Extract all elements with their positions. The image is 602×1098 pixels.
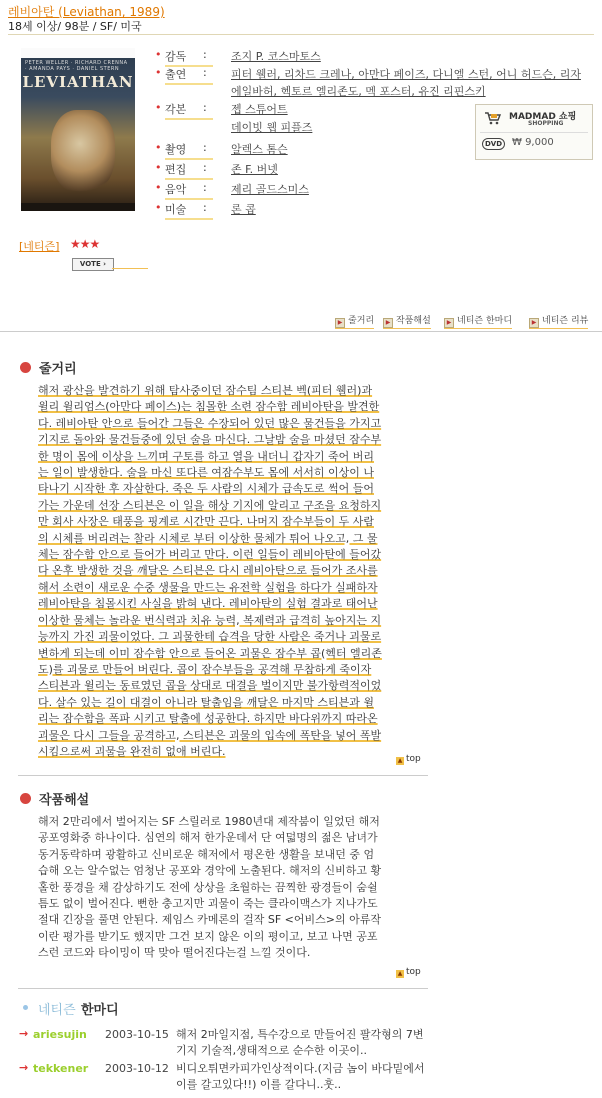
text-line-row: [38, 744, 430, 760]
commentary-title: 작품해설: [39, 793, 90, 808]
text-line-row: [38, 613, 430, 629]
shopping-cart-icon: [484, 111, 502, 125]
text-line-row: [38, 662, 430, 678]
vote-button[interactable]: VOTE ›: [72, 258, 114, 271]
comment-user[interactable]: ariesujin: [33, 1028, 87, 1041]
tab-netizen-comments[interactable]: [444, 313, 512, 329]
text-line: 한 명이 몸에 이상을 느끼며 구토를 하고 열을 내더니 갑자기 죽어 버리: [38, 449, 374, 463]
text-line: 는 일이 발생한다. 술을 마신 또다른 여잠수부도 몸에 서서히 이상이 나: [38, 466, 374, 480]
text-line: 다. 레비아탄 안으로 들어간 그들은 수장되어 있던 많은 물건들을 가지고: [38, 416, 382, 430]
poster-top-strip: [21, 48, 135, 58]
text-line-row: [38, 514, 430, 530]
text-line: 홀한 풍경을 채 감상하기도 전에 상상을 초월하는 끔찍한 광경들이 숨쉴: [38, 880, 378, 894]
text-line: 시킴으로써 괴물을 완전히 없애 버린다.: [38, 744, 226, 758]
shop-name: MADMAD 쇼핑: [509, 112, 577, 122]
dvd-icon: DVD: [482, 138, 505, 150]
text-line-row: [38, 465, 430, 481]
netizen-title-comment: 한마디: [81, 1003, 119, 1018]
vote-label: VOTE: [79, 260, 101, 268]
credit-value-link[interactable]: 론 콥: [231, 203, 256, 216]
up-arrow-icon: ▲: [397, 970, 403, 977]
credit-label: 감독: [165, 48, 213, 67]
text-line: 의 시체를 버리려는 찰라 시체로 부터 이상한 물체가 튀어 나오고, 그 물: [38, 531, 378, 545]
poster-face-image: [51, 110, 115, 194]
text-line-row: [38, 580, 430, 596]
text-line: 이상한 물체는 놀라운 번식력과 치유 능력, 복제력과 급격히 높아지는 지: [38, 613, 382, 627]
text-line: 스티븐과 윌리는 동료였던 콥을 상대로 대결을 벌이지만 불가항력적이었: [38, 679, 382, 693]
arrow-icon: ▶: [335, 318, 345, 328]
tab-label: 네티즌 한마디: [457, 316, 513, 326]
text-line: 다 온후 발생한 것을 깨달은 스티븐은 다시 레비아탄으로 들어가 조사를: [38, 564, 378, 578]
section-divider: [0, 331, 602, 332]
netizen-title: 네티즌: [38, 1003, 76, 1018]
credit-value-link[interactable]: 데이빗 웹 피플즈: [231, 121, 313, 134]
dvd-price-link[interactable]: ₩ 9,000: [512, 137, 554, 148]
top-link[interactable]: ▲ top: [397, 967, 421, 977]
text-line-row: [38, 711, 430, 727]
text-line-row: [38, 847, 430, 863]
text-line: 해서 소련이 새로운 수중 생물을 만드는 유전학 실험을 하다가 실패하자: [38, 580, 378, 594]
comment-date: 2003-10-12: [105, 1062, 169, 1075]
text-line: 습해 오는 알수없는 엄청난 공포와 경악에 노출된다. 해저의 신비하고 황: [38, 864, 382, 878]
text-line-row: [38, 912, 430, 928]
text-line: 체는 잠수함 안으로 들어가 버리고 만다. 이런 일들이 레비아탄에 들어갔: [38, 548, 382, 562]
poster-cast-line: PETER WELLER · RICHARD CRENNA · AMANDA PAYS · DANIEL STERN: [25, 60, 128, 72]
arrow-icon: →: [19, 1061, 29, 1074]
poster-bottom-strip: [21, 203, 135, 211]
text-line-row: [38, 814, 430, 830]
movie-title[interactable]: 레비아탄 (Leviathan, 1989): [8, 5, 165, 19]
text-line-row: [38, 728, 430, 744]
credit-value-link[interactable]: 젭 스튜어트: [231, 103, 288, 116]
text-line-row: [38, 945, 430, 961]
rating-stars: ★★★: [70, 237, 100, 251]
text-line: 만 회사 사장은 태풍을 핑계로 시간만 끈다. 나머지 잠수부들이 두 사람: [38, 515, 374, 529]
text-line: 동거동락하며 광활하고 신비로운 해저에서 평온한 생활을 보내던 중 엄: [38, 847, 375, 861]
movie-poster[interactable]: [21, 48, 135, 211]
tab-commentary[interactable]: [383, 313, 431, 329]
bullet-icon: •: [155, 161, 162, 174]
bullet-icon: •: [155, 181, 162, 194]
shop-divider: [480, 132, 588, 133]
credit-label: 미술: [165, 201, 213, 220]
credit-colon: :: [203, 141, 207, 154]
text-line: 다. 살수 있는 길이 대결이 아니라 탈출임을 깨달은 마지막 스티븐과 윌: [38, 695, 374, 709]
commentary-text: [38, 814, 430, 962]
tab-synopsis[interactable]: [335, 313, 374, 329]
bullet-icon: •: [155, 141, 162, 154]
text-line: 틈도 없이 벌어진다. 뻔한 충고지만 괴물이 죽는 클라이맥스가 지나가도: [38, 897, 378, 911]
text-line-row: [38, 432, 430, 448]
shop-subtitle: SHOPPING: [528, 120, 564, 127]
text-line-row: [38, 563, 430, 579]
tab-label: 작품해설: [396, 316, 431, 326]
text-line-row: [38, 547, 430, 563]
text-line: 리는 잠수함을 폭파 시키고 탈출에 성공한다. 하지만 바다위까지 따라온: [38, 712, 378, 726]
netizen-rating-label[interactable]: [네티즌]: [19, 240, 60, 253]
text-line: 해저 2만리에서 벌어지는 SF 스릴러로 1980년대 제작붐이 일었던 해저: [38, 815, 380, 828]
synopsis-title: 줄거리: [39, 362, 77, 377]
top-link[interactable]: ▲ top: [397, 754, 421, 764]
text-line-row: [38, 481, 430, 497]
credit-value-link[interactable]: 피터 웰러, 리차드 크레나, 아만다 페이즈, 다니엘 스턴, 어니 허드슨, 리자 에일바허, 헥토르 엘리존도, 멕 포스터, 유진 리핀스키: [231, 68, 581, 98]
bullet-icon: •: [155, 201, 162, 214]
text-line: 도)를 괴물로 만들어 버린다. 콥이 잠수부들을 공격해 무참하게 죽이자: [38, 662, 372, 676]
text-line: 가는 가운데 선장 스티븐은 이 일을 해상 기지에 알리고 구조을 요청하지: [38, 498, 382, 512]
text-line: 해저 광산을 발견하기 위해 탐사중이던 잠수팀 스티븐 벡(피터 웰러)과: [38, 384, 373, 397]
credit-value-link[interactable]: 알렉스 톰슨: [231, 143, 288, 156]
credit-value-link[interactable]: 존 F. 버넷: [231, 163, 278, 176]
tab-label: 줄거리: [348, 316, 375, 326]
movie-info: 18세 이상/ 98분 / SF/ 미국: [8, 20, 142, 33]
arrow-icon: ▶: [529, 318, 539, 328]
bullet-icon: •: [155, 101, 162, 114]
text-line-row: [38, 896, 430, 912]
credit-colon: :: [203, 66, 207, 79]
text-line-row: [38, 880, 430, 896]
text-line-row: [38, 830, 430, 846]
text-line-row: [38, 929, 430, 945]
arrow-icon: →: [19, 1027, 29, 1040]
arrow-icon: ▶: [383, 318, 393, 328]
text-line: 변하게 되는데 이미 잠수함 안으로 들어온 괴물은 잠수부 콥(헥터 엘리존: [38, 646, 382, 660]
text-line-row: [38, 678, 430, 694]
shopping-box[interactable]: [475, 104, 593, 160]
synopsis-text: [38, 383, 430, 760]
credit-colon: :: [203, 161, 207, 174]
comment-text[interactable]: 비디오튀면카피가인상적이다.(지금 놈이 바다밑에서 이를 갈고있다!!) 이를 갈다니..훗..: [176, 1062, 425, 1091]
up-arrow-icon: ▲: [397, 757, 403, 764]
text-line: 절대 긴장을 풀면 안된다. 제임스 카메론의 걸작 SF <어비스>의 아류작: [38, 913, 381, 927]
text-line: 능까지 가진 괴물이었다. 그 괴물한테 습격을 당한 사람은 죽거나 괴물로: [38, 630, 382, 644]
text-line-row: [38, 383, 430, 399]
credit-value-link[interactable]: 조지 P. 코스마토스: [231, 50, 321, 63]
text-line: 스런 코드와 타이밍이 딱 맞아 떨어진다는걸 느낄 것이다.: [38, 946, 311, 960]
section-bullet-icon: [20, 793, 31, 804]
credit-label: 음악: [165, 181, 213, 200]
credit-value-link[interactable]: 제리 골드스미스: [231, 183, 309, 196]
text-line-row: [38, 416, 430, 432]
netizen-bullet-icon: [23, 1005, 28, 1010]
text-line: 기지로 돌아와 물건들중에 있던 술을 마신다. 그날밤 술을 마셨던 잠수부: [38, 433, 382, 447]
credit-colon: :: [203, 48, 207, 61]
text-line-row: [38, 596, 430, 612]
text-line-row: [38, 498, 430, 514]
credit-colon: :: [203, 201, 207, 214]
vote-underline: [112, 268, 148, 269]
poster-title: LEVIATHAN: [22, 73, 134, 91]
text-line-row: [38, 449, 430, 465]
credit-colon: :: [203, 181, 207, 194]
text-line: 이란 평가를 받기도 했지만 그건 보지 않은 이의 평이고, 보고 나면 공포: [38, 929, 378, 943]
section-divider: [18, 988, 428, 989]
text-line: 공포영화중 하나이다. 심연의 해저 한가운데서 단 여덟명의 젊은 남녀가: [38, 831, 378, 845]
header-divider: [8, 34, 594, 35]
text-line: 윌리 윌리엄스(아만다 페이스)는 침몰한 소련 잠수함 레비아탄을 발견한: [38, 400, 380, 414]
text-line: 타나기 시작한 후 자살한다. 죽은 두 사람의 시체가 급속도로 썩어 들어: [38, 482, 374, 496]
bullet-icon: •: [155, 48, 162, 61]
comment-user[interactable]: tekkener: [33, 1062, 89, 1075]
text-line-row: [38, 629, 430, 645]
credit-colon: :: [203, 101, 207, 114]
text-line: 괴물은 다시 그들을 공격하고, 스티븐은 괴물의 입속에 폭탄을 넣어 폭발: [38, 728, 382, 742]
bullet-icon: •: [155, 66, 162, 79]
text-line-row: [38, 646, 430, 662]
text-line: 레비아탄을 침몰시킨 사실을 밝혀 낸다. 레비아탄의 실험 결과로 태어난: [38, 597, 378, 611]
section-bullet-icon: [20, 362, 31, 373]
comment-text[interactable]: 해저 2마일지점, 특수강으로 만들어진 팔각형의 7변기지 기술적,생태적으로 순수한 이곳이..: [176, 1028, 424, 1057]
credit-label: 편집: [165, 161, 213, 180]
comment-date: 2003-10-15: [105, 1028, 169, 1041]
arrow-icon: ▶: [444, 318, 454, 328]
text-line-row: [38, 399, 430, 415]
text-line-row: [38, 531, 430, 547]
text-line-row: [38, 863, 430, 879]
credit-label: 출연: [165, 66, 213, 85]
credit-label: 각본: [165, 101, 213, 120]
section-divider: [18, 775, 428, 776]
tab-netizen-review[interactable]: [529, 313, 588, 329]
tab-label: 네티즌 리뷰: [542, 316, 589, 326]
credit-label: 촬영: [165, 141, 213, 160]
text-line-row: [38, 695, 430, 711]
